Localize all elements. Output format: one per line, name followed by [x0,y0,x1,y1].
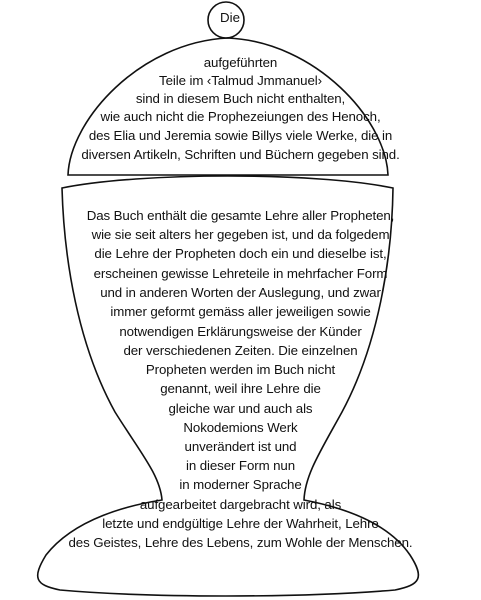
cup-text-line: notwendigen Erklärungsweise der Künder [119,324,362,339]
cup-text-line: Nokodemions Werk [183,420,298,435]
cup-text-line: unverändert ist und [184,439,297,454]
cup-text-line: in dieser Form nun [185,458,296,473]
cup-text-line: wie sie seit alters her gegeben ist, und da folgedem [91,227,390,242]
cup-text-line: Propheten werden im Buch nicht [145,362,336,377]
cup-text-line: die Lehre der Propheten doch ein und dieselbe ist, [94,246,387,261]
lid-text-line: aufgeführten [203,55,278,70]
cup-text-line: aufgearbeitet dargebracht wird, als [139,497,342,512]
lid-text-line: des Elia und Jeremia sowie Billys viele Werke, die in [88,128,393,143]
cup-text-line: in moderner Sprache [179,477,302,492]
cup-text-line: immer geformt gemäss aller jeweiligen sowie [110,304,371,319]
cup-text-line: Das Buch enthält die gesamte Lehre aller Propheten, [86,208,395,223]
cup-text-line: der verschiedenen Zeiten. Die einzelnen [123,343,358,358]
lid-knob-text: Die [220,10,240,25]
cup-text-line: des Geistes, Lehre des Lebens, zum Wohle der Menschen. [68,535,413,550]
lid-text-line: wie auch nicht die Prophezeiungen des Henoch, [100,109,381,124]
cup-text-line: erscheinen gewisse Lehreteile in mehrfacher Form [93,266,388,281]
lid-text-line: Teile im ‹Talmud Jmmanuel› [159,73,322,88]
cup-text-line: und in anderen Worten der Auslegung, und zwar [100,285,381,300]
lid-text-line: sind in diesem Buch nicht enthalten, [135,91,346,106]
lid-text-line: diversen Artikeln, Schriften und Büchern gegeben sind. [81,147,400,162]
cup-text-line: letzte und endgültige Lehre der Wahrheit, Lehre [102,516,379,531]
cup-text-line: genannt, weil ihre Lehre die [160,381,321,396]
cup-text-line: gleiche war und auch als [168,401,313,416]
